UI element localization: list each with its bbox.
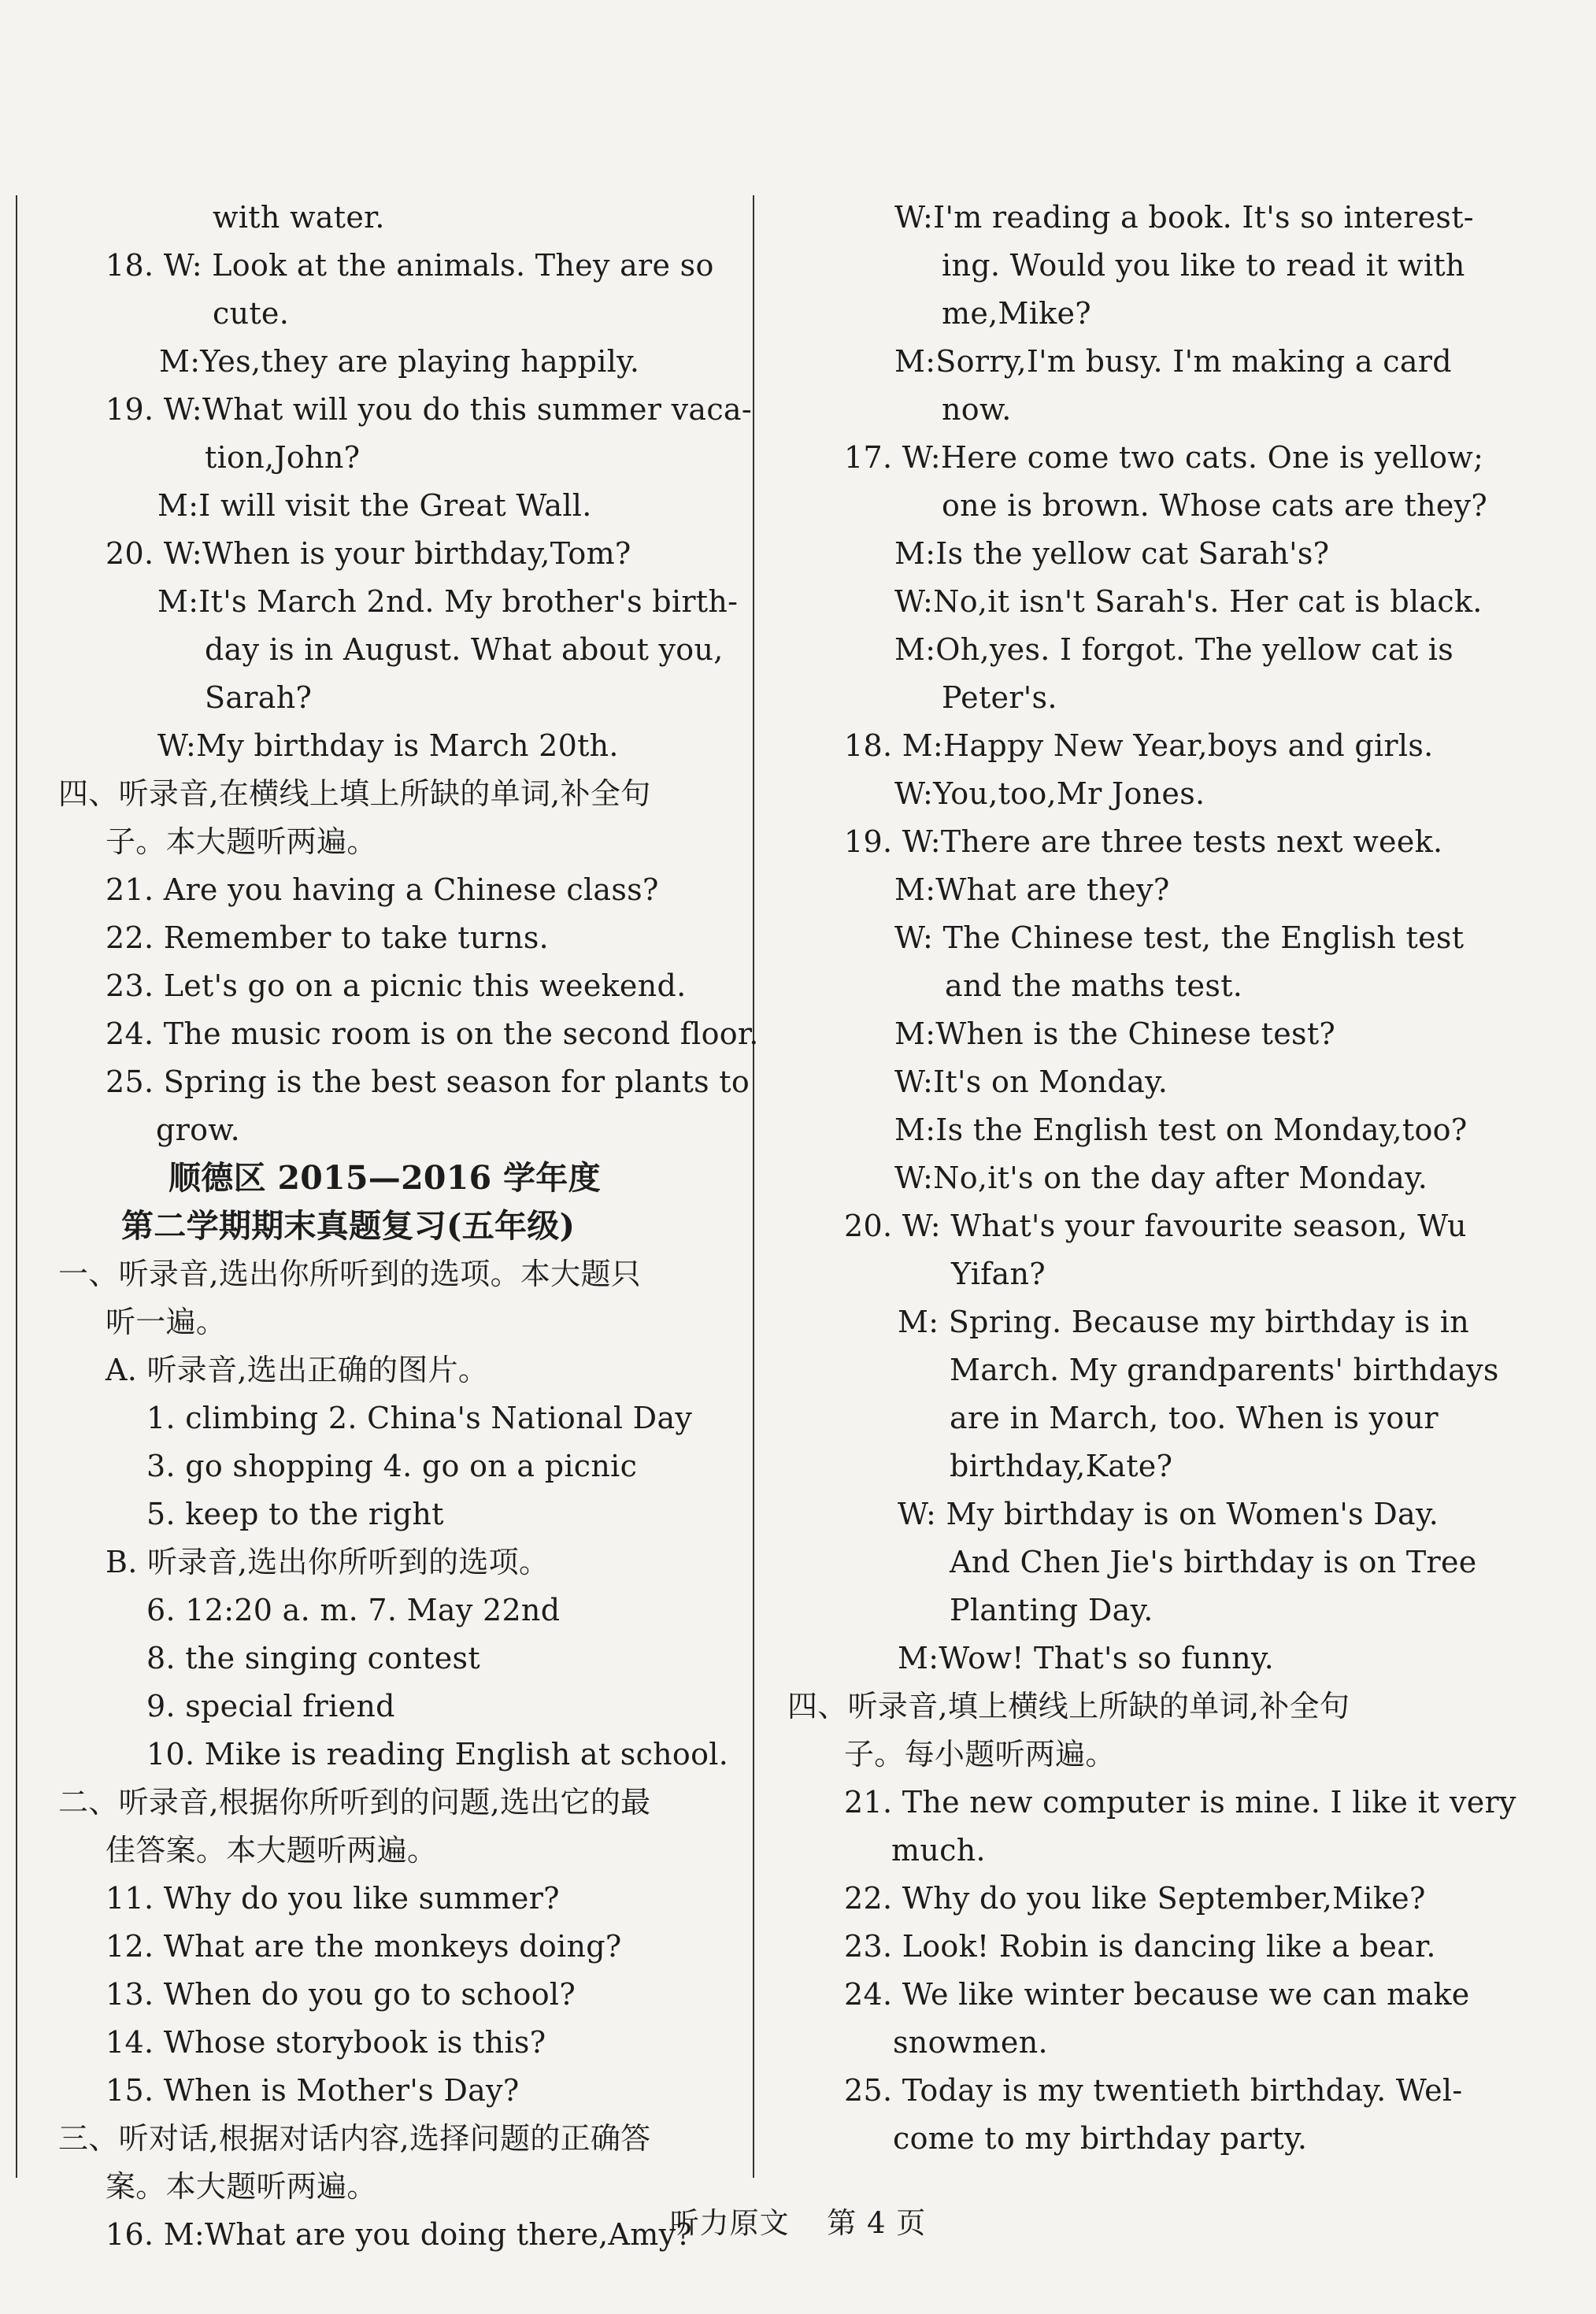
text-line: 19. W:There are three tests next week. [844, 824, 1443, 859]
text-line: M:Is the English test on Monday,too? [894, 1113, 1468, 1147]
text-line: 23. Let's go on a picnic this weekend. [106, 968, 687, 1003]
section-title-line: 第二学期期末真题复习(五年级) [121, 1207, 576, 1245]
text-line: W:It's on Monday. [894, 1064, 1168, 1099]
text-line: 25. Today is my twentieth birthday. Wel- [844, 2073, 1463, 2108]
text-line: come to my birthday party. [893, 2121, 1308, 2156]
text-line: 14. Whose storybook is this? [106, 2025, 546, 2060]
text-line: B. 听录音,选出你所听到的选项。 [106, 1545, 550, 1579]
text-line: M:I will visit the Great Wall. [157, 488, 592, 523]
text-line: M:When is the Chinese test? [894, 1016, 1336, 1051]
text-line: and the maths test. [945, 968, 1243, 1003]
text-line: Peter's. [942, 680, 1057, 715]
text-line: W:My birthday is March 20th. [157, 728, 619, 763]
text-line: now. [942, 392, 1012, 427]
text-line: me,Mike? [942, 296, 1091, 331]
text-line: M:What are they? [894, 872, 1170, 907]
section-title-line: 顺德区 2015—2016 学年度 [168, 1159, 601, 1197]
text-line: 21. The new computer is mine. I like it very [844, 1785, 1516, 1820]
text-line: W:No,it isn't Sarah's. Her cat is black. [894, 584, 1483, 619]
text-line: W:No,it's on the day after Monday. [894, 1161, 1428, 1195]
text-line: Yifan? [951, 1257, 1046, 1291]
text-line: are in March, too. When is your [950, 1401, 1439, 1435]
text-line: W: My birthday is on Women's Day. [898, 1497, 1439, 1531]
center-column-divider [753, 195, 754, 2178]
text-line: 19. W:What will you do this summer vaca- [106, 392, 753, 427]
text-line: 案。本大题听两遍。 [106, 2169, 377, 2204]
text-line: 子。每小题听两遍。 [844, 1737, 1116, 1772]
text-line: 三、听对话,根据对话内容,选择问题的正确答 [58, 2121, 651, 2156]
text-line: grow. [156, 1113, 240, 1147]
text-line: 24. The music room is on the second floor. [106, 1016, 759, 1051]
right-column [787, 194, 1516, 2163]
text-line: And Chen Jie's birthday is on Tree [950, 1545, 1477, 1579]
text-line: 25. Spring is the best season for plants to [106, 1064, 750, 1099]
text-line: M:It's March 2nd. My brother's birth- [157, 584, 739, 619]
text-line: Planting Day. [950, 1593, 1153, 1627]
text-line: 22. Remember to take turns. [106, 920, 550, 955]
text-line: 佳答案。本大题听两遍。 [106, 1833, 438, 1868]
text-line: much. [891, 1833, 986, 1868]
text-line: M:Sorry,I'm busy. I'm making a card [894, 344, 1452, 379]
text-line: 20. W:When is your birthday,Tom? [106, 536, 631, 571]
text-line: 20. W: What's your favourite season, Wu [844, 1209, 1467, 1243]
text-line: W:I'm reading a book. It's so interest- [894, 200, 1474, 235]
text-line: 四、听录音,在横线上填上所缺的单词,补全句 [58, 776, 651, 811]
text-line: 24. We like winter because we can make [844, 1977, 1470, 2012]
text-line: A. 听录音,选出正确的图片。 [106, 1353, 489, 1387]
text-line: 5. keep to the right [146, 1497, 444, 1531]
text-line: tion,John? [205, 440, 361, 475]
text-line: M:Wow! That's so funny. [898, 1641, 1275, 1675]
text-line: 21. Are you having a Chinese class? [106, 872, 659, 907]
text-line: with water. [213, 200, 385, 235]
text-line: 17. W:Here come two cats. One is yellow; [844, 440, 1484, 475]
text-line: W:You,too,Mr Jones. [894, 776, 1205, 811]
text-line: M:Oh,yes. I forgot. The yellow cat is [894, 632, 1454, 667]
text-line: 15. When is Mother's Day? [106, 2073, 520, 2108]
text-line: Sarah? [205, 680, 313, 715]
text-line: day is in August. What about you, [205, 632, 724, 667]
text-line: 16. M:What are you doing there,Amy? [106, 2217, 693, 2252]
text-line: 四、听录音,填上横线上所缺的单词,补全句 [787, 1689, 1350, 1723]
text-line: ing. Would you like to read it with [942, 248, 1465, 283]
text-line: 12. What are the monkeys doing? [106, 1929, 622, 1964]
text-line: 18. W: Look at the animals. They are so [106, 248, 714, 283]
text-line: 10. Mike is reading English at school. [146, 1737, 729, 1772]
text-line: 子。本大题听两遍。 [106, 824, 377, 859]
text-line: birthday,Kate? [950, 1449, 1173, 1483]
text-line: M:Yes,they are playing happily. [159, 344, 640, 379]
text-line: 23. Look! Robin is dancing like a bear. [844, 1929, 1436, 1964]
text-line: 1. climbing 2. China's National Day [146, 1401, 693, 1435]
left-column-divider [16, 195, 17, 2178]
text-line: one is brown. Whose cats are they? [942, 488, 1488, 523]
text-line: 8. the singing contest [146, 1641, 480, 1675]
text-line: March. My grandparents' birthdays [950, 1353, 1499, 1387]
text-line: 22. Why do you like September,Mike? [844, 1881, 1426, 1916]
text-line: 一、听录音,选出你所听到的选项。本大题只 [58, 1257, 642, 1291]
text-line: 18. M:Happy New Year,boys and girls. [844, 728, 1434, 763]
text-line: M:Is the yellow cat Sarah's? [894, 536, 1330, 571]
footer-section-title: 听力原文 [669, 2206, 790, 2240]
text-line: 11. Why do you like summer? [106, 1881, 560, 1916]
text-line: cute. [213, 296, 290, 331]
text-line: W: The Chinese test, the English test [894, 920, 1465, 955]
text-line: 3. go shopping 4. go on a picnic [146, 1449, 638, 1483]
text-line: M: Spring. Because my birthday is in [898, 1305, 1469, 1339]
text-line: 9. special friend [146, 1689, 395, 1723]
text-line: 6. 12:20 a. m. 7. May 22nd [146, 1593, 561, 1627]
page-footer [0, 2199, 1596, 2242]
footer-page-number: 第 4 页 [827, 2206, 927, 2240]
text-line: 二、听录音,根据你所听到的问题,选出它的最 [58, 1785, 651, 1820]
text-line: 听一遍。 [106, 1305, 227, 1339]
text-line: 13. When do you go to school? [106, 1977, 576, 2012]
text-line: snowmen. [893, 2025, 1048, 2060]
